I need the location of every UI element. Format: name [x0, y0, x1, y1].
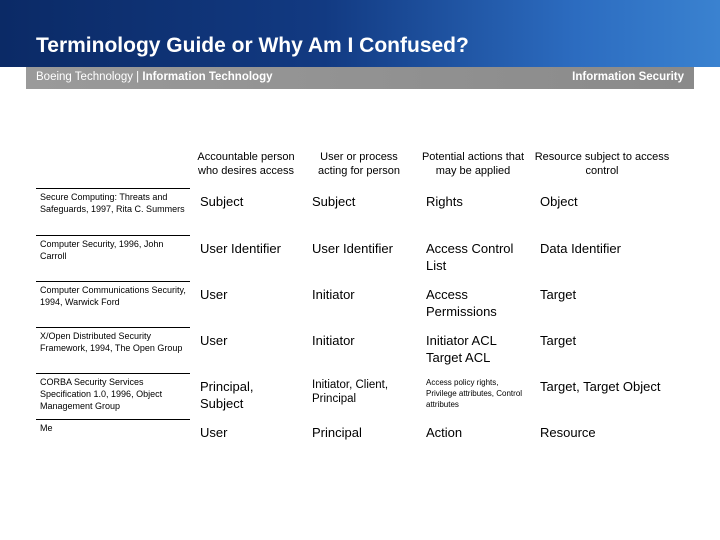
slide-title: Terminology Guide or Why Am I Confused? [36, 34, 469, 57]
terminology-table [36, 148, 674, 465]
table-cell: User [200, 333, 228, 348]
row-source: Computer Security, 1996, John Carroll [36, 235, 190, 281]
table-row [36, 373, 674, 419]
row-source: X/Open Distributed Security Framework, 1994, The Open Group [36, 327, 190, 373]
table-cell: Initiator, Client, Principal [312, 379, 389, 405]
table-cell: User Identifier [200, 241, 281, 256]
table-cell: Rights [426, 194, 463, 209]
table-cell: User [200, 425, 228, 440]
table-cell: Principal [312, 425, 362, 440]
company-name: Boeing Technology [36, 71, 133, 83]
table-cell: Data Identifier [540, 241, 621, 256]
table-cell: Target [540, 333, 577, 348]
table-cell: Target, Target Object [540, 379, 661, 394]
column-header: Potential actions that may be applied [421, 151, 525, 177]
table-cell: Initiator [312, 287, 355, 302]
table-cell: Initiator ACL Target ACL [426, 333, 497, 365]
table-cell: Object [540, 194, 578, 209]
section-name: Information Security [572, 71, 684, 83]
row-source: Secure Computing: Threats and Safeguards, 1997, Rita C. Summers [36, 188, 190, 235]
column-header: Accountable person who desires access [197, 151, 295, 177]
row-source: CORBA Security Services Specification 1.0, 1996, Object Management Group [36, 373, 190, 419]
table-row [36, 419, 674, 465]
table-cell: User Identifier [312, 241, 393, 256]
subtitle-separator: | [132, 71, 143, 83]
row-source: Me [36, 419, 190, 465]
column-header: Resource subject to access control [534, 151, 670, 177]
table-row [36, 235, 674, 281]
table-cell: Subject [312, 194, 356, 209]
table-cell: Initiator [312, 333, 355, 348]
table-cell: Subject [200, 194, 244, 209]
table-row [36, 188, 674, 235]
terminology-table-wrap [36, 148, 674, 465]
table-cell: Access Permissions [426, 287, 497, 319]
subtitle-left [36, 71, 273, 83]
title-bar [0, 0, 720, 67]
table-cell: Resource [540, 425, 596, 440]
table-cell: Access policy rights, Privilege attributes, Control attributes [426, 378, 523, 409]
row-source: Computer Communications Security, 1994, Warwick Ford [36, 281, 190, 327]
table-row [36, 327, 674, 373]
table-row [36, 281, 674, 327]
table-cell: Action [426, 425, 463, 440]
table-cell: Access Control List [426, 241, 514, 273]
table-header-row [36, 148, 674, 188]
table-cell: Target [540, 287, 577, 302]
table-cell: User [200, 287, 228, 302]
department-name: Information Technology [142, 71, 273, 83]
column-header: User or process acting for person [318, 151, 400, 177]
header-corner [36, 148, 190, 188]
table-cell: Principal, Subject [200, 379, 254, 411]
subtitle-bar [26, 67, 694, 89]
